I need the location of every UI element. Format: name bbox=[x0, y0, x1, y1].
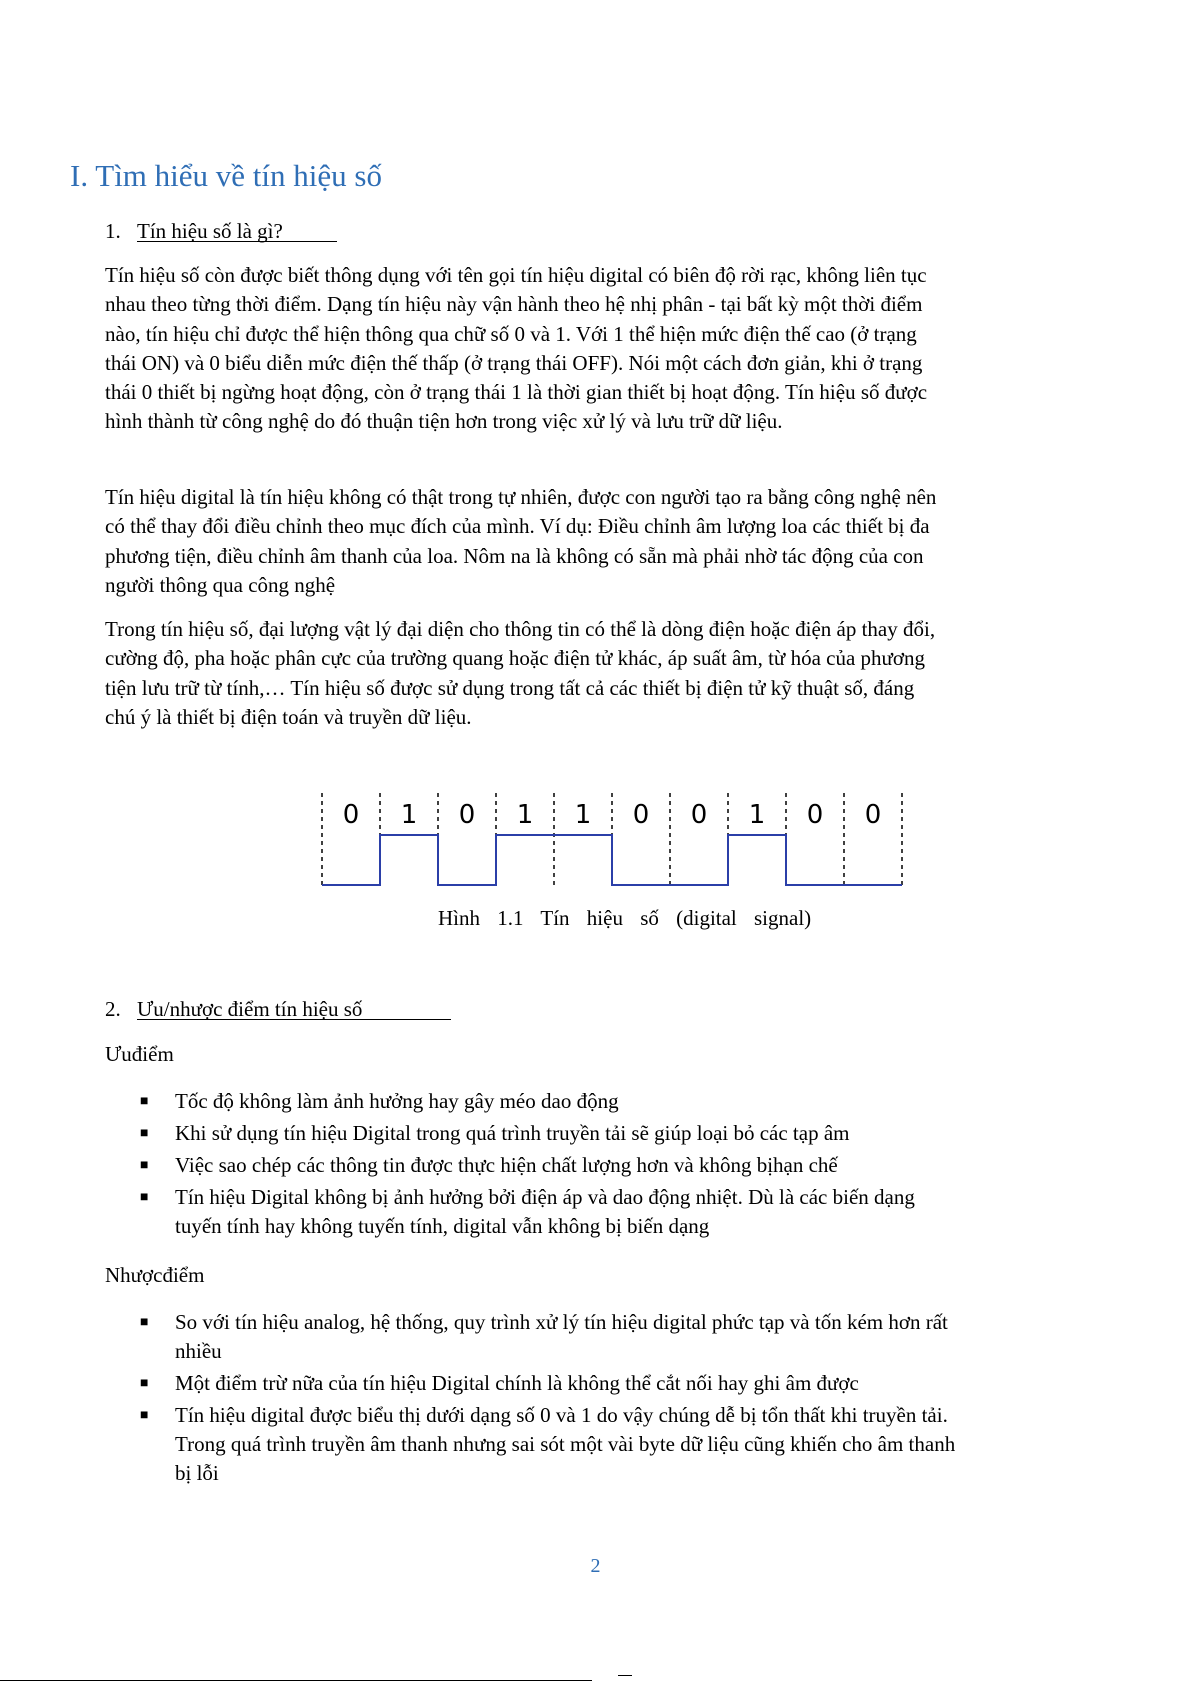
list-item: ■ Tín hiệu Digital không bị ảnh hưởng bởi điện áp và dao động nhiệt. Dù là các biến dạng tuyến tính hay không tuyến tính, digital vẫn không bị biến dạng bbox=[140, 1185, 915, 1238]
bit-label: 1 bbox=[748, 800, 766, 830]
bit-label: 1 bbox=[400, 800, 418, 830]
digital-signal-figure bbox=[316, 785, 916, 895]
advantages-label: Ưuđiểm bbox=[105, 1042, 174, 1066]
bit-label: 0 bbox=[806, 800, 824, 830]
bit-label: 0 bbox=[632, 800, 650, 830]
subsection-1-title bbox=[105, 219, 337, 243]
bullet-square-icon: ■ bbox=[140, 1126, 149, 1141]
advantages-list bbox=[105, 1087, 965, 1244]
bullet-square-icon: ■ bbox=[140, 1408, 149, 1423]
list-item: ■ Một điểm trừ nữa của tín hiệu Digital chính là không thể cắt nối hay ghi âm được bbox=[105, 1369, 965, 1398]
bullet-square-icon: ■ bbox=[140, 1315, 149, 1330]
section-heading: I. Tìm hiểu về tín hiệu số bbox=[70, 158, 382, 193]
figure-caption: Hình 1.1 Tín hiệu số (digital signal) bbox=[438, 906, 812, 930]
list-item: ■ Khi sử dụng tín hiệu Digital trong quá trình truyền tải sẽ giúp loại bỏ các tạp âm bbox=[105, 1119, 965, 1148]
list-item: ■ Tốc độ không làm ảnh hưởng hay gây méo dao động bbox=[105, 1087, 965, 1116]
paragraph-3: Trong tín hiệu số, đại lượng vật lý đại diện cho thông tin có thể là dòng điện hoặc điện áp thay đổi, cường độ, pha hoặc phân cực của trường quang hoặc điện tử khác, áp suất âm, từ hóa của phương tiện lưu trữ từ tính,… Tín hiệu số được sử dụng trong tất cả các thiết bị điện tử kỹ thuật số, đáng chú ý là thiết bị điện toán và truyền dữ liệu. bbox=[105, 617, 936, 729]
subsection-2-number: 2. bbox=[105, 997, 121, 1021]
paragraph-1: Tín hiệu số còn được biết thông dụng với tên gọi tín hiệu digital có biên độ rời rạc, không liên tục nhau theo từng thời điểm. Dạng tín hiệu này vận hành theo hệ nhị phân - tại bất kỳ một thời điểm nào, tín hiệu chỉ được thể hiện thông qua chữ số 0 và 1. Với 1 thể hiện mức điện thế cao (ở trạng thái ON) và 0 biểu diễn mức điện thế thấp (ở trạng thái OFF). Nói một cách đơn giản, khi ở trạng thái 0 thiết bị ngừng hoạt động, còn ở trạng thái 1 là thời gian thiết bị hoạt động. Tín hiệu số được hình thành từ công nghệ do đó thuận tiện hơn trong việc xử lý và lưu trữ dữ liệu. bbox=[105, 263, 928, 434]
list-item: ■ So với tín hiệu analog, hệ thống, quy trình xử lý tín hiệu digital phức tạp và tốn kém hơn rất nhiều bbox=[140, 1310, 948, 1363]
bullet-square-icon: ■ bbox=[140, 1094, 149, 1109]
paragraph-2: Tín hiệu digital là tín hiệu không có thật trong tự nhiên, được con người tạo ra bằng công nghệ nên có thể thay đổi điều chỉnh theo mục đích của mình. Ví dụ: Điều chỉnh âm lượng loa các thiết bị đa phương tiện, điều chỉnh âm thanh của loa. Nôm na là không có sẵn mà phải nhờ tác động của con người thông qua công nghệ bbox=[105, 485, 937, 597]
footer-rule bbox=[0, 1680, 592, 1681]
subsection-2-title bbox=[105, 997, 451, 1021]
list-item: ■ Tín hiệu digital được biểu thị dưới dạng số 0 và 1 do vậy chúng dễ bị tổn thất khi truyền tải. Trong quá trình truyền âm thanh nhưng sai sót một vài byte dữ liệu cũng khiến cho âm thanh bị lỗi bbox=[140, 1403, 956, 1485]
page-number: 2 bbox=[590, 1555, 601, 1577]
bullet-square-icon: ■ bbox=[140, 1376, 149, 1391]
subsection-2-title-text: Ưu/nhược điểm tín hiệu số bbox=[137, 999, 451, 1020]
footer-rule-mark bbox=[618, 1675, 632, 1676]
signal-waveform bbox=[322, 835, 902, 885]
subsection-1-number: 1. bbox=[105, 219, 121, 243]
bit-label: 0 bbox=[690, 800, 708, 830]
bullet-square-icon: ■ bbox=[140, 1190, 149, 1205]
bit-label: 0 bbox=[864, 800, 882, 830]
subsection-1-title-text: Tín hiệu số là gì? bbox=[137, 221, 337, 242]
disadvantages-list bbox=[105, 1308, 965, 1491]
bit-label: 1 bbox=[574, 800, 592, 830]
disadvantages-label: Nhượcđiểm bbox=[105, 1263, 205, 1287]
bit-label: 1 bbox=[516, 800, 534, 830]
bit-label: 0 bbox=[458, 800, 476, 830]
bullet-square-icon: ■ bbox=[140, 1158, 149, 1173]
list-item: ■ Việc sao chép các thông tin được thực hiện chất lượng hơn và không bịhạn chế bbox=[105, 1151, 965, 1180]
bit-label: 0 bbox=[342, 800, 360, 830]
